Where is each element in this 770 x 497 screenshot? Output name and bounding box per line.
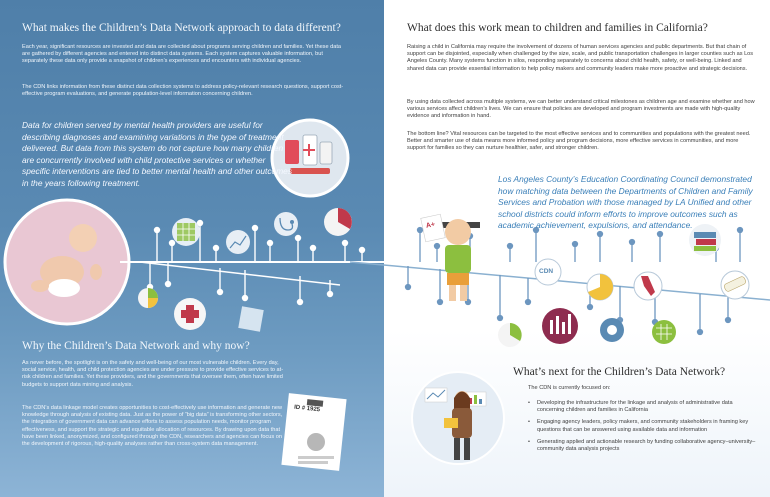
stethoscope-icon: [274, 212, 298, 236]
why-now-paragraph-2: The CDN’s data linkage model creates opportunities to cost-effectively use information and generate new knowledge through analysis of existing data. Just as the power of “big data” is transforming other sectors, the integration of government data can advance efforts to assess population needs, monitor program effectiveness, and support the strategic and equitable allocation of resources. By drawing upon data that have been linked, anonymized, and configured through the CDN, researchers and agencies can focus on the development of rigorous, high-quality analyses rather than cross-system data management.: [22, 405, 283, 448]
pie-chart-icon: [587, 274, 613, 300]
analyst-illustration: [412, 372, 504, 464]
section-heading-why-now: Why the Children’s Data Network and why now?: [22, 340, 250, 352]
pie-chart-icon: [324, 208, 352, 236]
cube-icon: [238, 306, 263, 331]
list-item-text: Developing the infrastructure for the linkage and analysis of administrative data concerning children and families in California: [537, 400, 733, 414]
baby-illustration: [5, 200, 129, 324]
why-now-paragraph-1: As never before, the spotlight is on the safety and well-being of our most vulnerable children. Every day, social service, health, and child protection agencies are under pressure to provide effective services to at-risk children and families. Yet these providers, and the governments that oversee them, often have limited budgets to support data mining and analysis.: [22, 360, 284, 388]
pie-chart-icon: [498, 323, 522, 347]
bar-chart-icon: [542, 308, 578, 344]
donut-chart-icon: [600, 318, 624, 342]
diploma-icon: [721, 271, 749, 299]
bullet-icon: •: [528, 438, 530, 445]
grid-icon: [172, 218, 200, 246]
id-card-illustration: [281, 393, 346, 471]
list-item-text: Generating applied and actionable research by funding collaborative agency–university–community data analysis projects: [537, 438, 756, 453]
mental-health-quote: Data for children served by mental health providers are useful for describing diagnoses and examining variations in the type of treatment delivered. But data from this system do not capture how many children are concurrently involved with child protective services or whether specific interventions are tied to better mental health and other outcomes in the years following treatment.: [22, 120, 293, 188]
bullet-icon: •: [528, 400, 530, 406]
line-chart-icon: [226, 230, 250, 254]
section-heading-california: What does this work mean to children and families in California?: [407, 22, 708, 34]
california-paragraph-2: By using data collected across multiple systems, we can better understand critical milestones as children age and examine whether and how various services affect children’s lives. We can ensure that policies are developed and program investments are made with high-quality evidence and information in hand.: [407, 99, 755, 120]
pie-chart-icon: [138, 288, 158, 308]
grid-icon: [652, 320, 676, 344]
section-heading-approach: What makes the Children’s Data Network approach to data different?: [22, 22, 341, 34]
paper-grade: A+: [425, 221, 436, 230]
cdn-badge-label: CDN: [539, 268, 554, 275]
section-heading-whats-next: What’s next for the Children’s Data Network?: [513, 366, 726, 378]
approach-paragraph-2: The CDN links information from these distinct data collection systems to address policy-relevant research questions, support cost-effective program evaluations, and generate population-level information concerning children.: [22, 84, 344, 98]
california-map-icon: [634, 272, 662, 300]
list-item: [528, 419, 760, 433]
bullet-icon: •: [528, 419, 530, 426]
whats-next-list: [528, 400, 760, 458]
california-paragraph-3: The bottom line? Vital resources can be targeted to the most effective services and to communities and populations with the greatest need. Better and smarter use of data means more informed policy and program decisions, more effective services in communities, and more support for families so they can nurture healthier, safer, and stronger children.: [407, 131, 751, 152]
id-card-label: ID # 1925: [293, 404, 321, 414]
la-county-quote: Los Angeles County’s Education Coordinating Council demonstrated how matching data between the Departments of Children and Family Services and Probation with those managed by LA Unified and other school districts could inform efforts to improve outcomes such as academic achievement, expulsions, and attendance.: [498, 174, 753, 231]
medical-cross-icon: [174, 298, 206, 330]
whats-next-intro: The CDN is currently focused on:: [528, 385, 611, 391]
california-paragraph-1: Raising a child in California may require the involvement of dozens of human services agencies and public departments. But that chain of support can be disjointed, especially when challenged by the size, scale, and public transportation challenges in larger counties such as Los Angeles County. Many systems function in silos, responding separately to concerns about child health, safety, or well-being. Linked and shared data can provide essential information to help policy makers and community leaders make more proactive and strategic decisions.: [407, 44, 754, 72]
list-item: [528, 400, 760, 414]
list-item: [528, 439, 760, 453]
approach-paragraph-1: Each year, significant resources are invested and data are collected about programs serving children and families. Yet these data are gathered by different agencies and entered into distinct data systems. Each system captures valuable information, but separately these data only provide a snapshot of children’s experiences and encounters with individual agencies.: [22, 44, 342, 65]
list-item-text: Engaging agency leaders, policy makers, and community stakeholders in framing key questions that can be answered using available data and information: [537, 419, 749, 433]
